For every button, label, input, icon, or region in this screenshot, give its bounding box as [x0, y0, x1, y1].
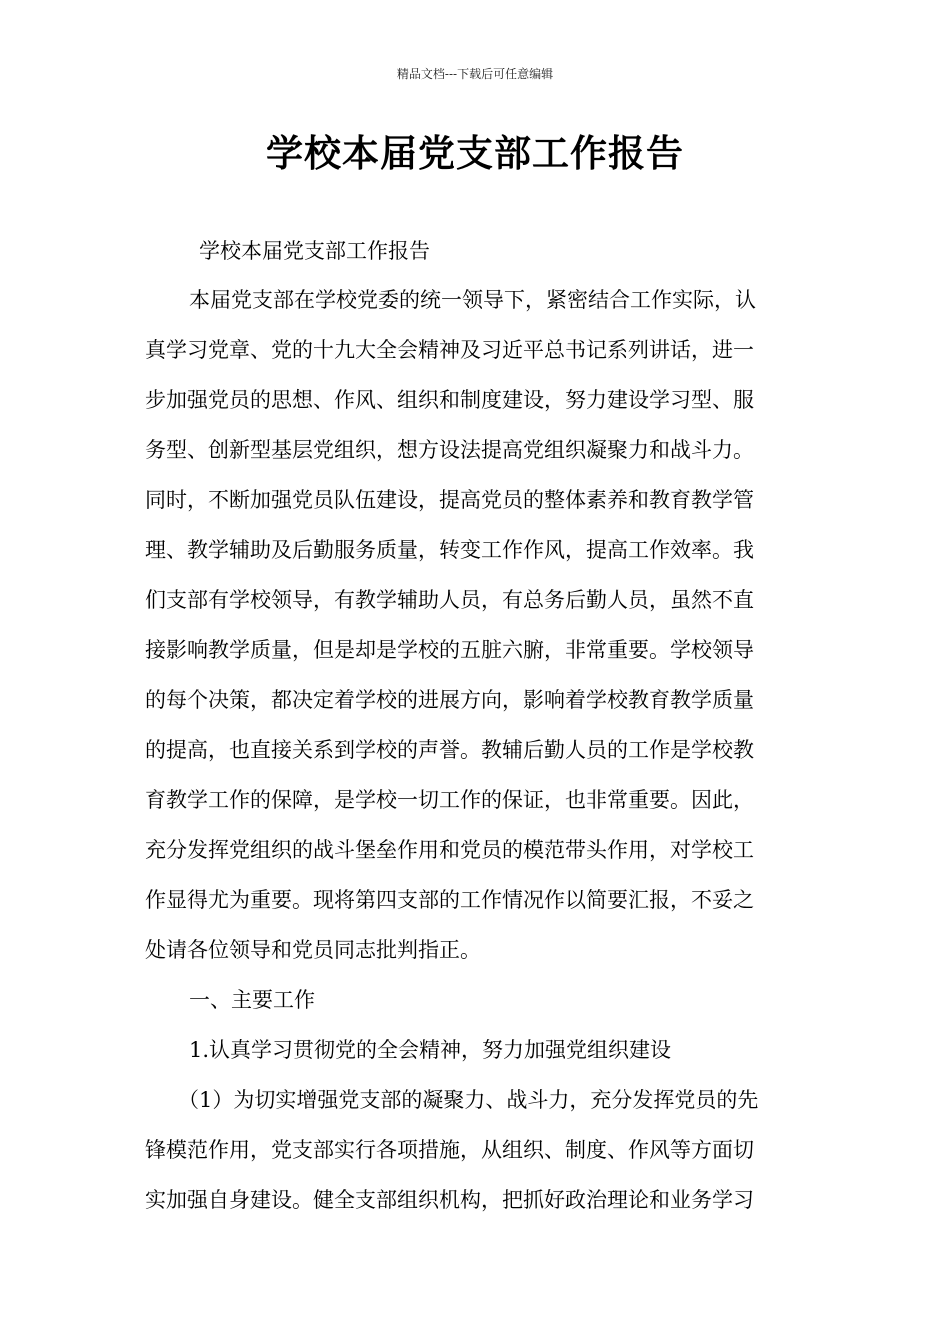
body-line: 本届党支部在学校党委的统一领导下，紧密结合工作实际，认: [189, 288, 756, 312]
body-line: 理、教学辅助及后勤服务质量，转变工作作风，提高工作效率。我: [145, 538, 754, 562]
body-line: 的每个决策，都决定着学校的进展方向，影响着学校教育教学质量: [145, 688, 754, 712]
body-line: 步加强党员的思想、作风、组织和制度建设，努力建设学习型、服: [145, 388, 754, 412]
body-line: 充分发挥党组织的战斗堡垒作用和党员的模范带头作用，对学校工: [145, 838, 754, 862]
subsection-heading: 1.认真学习贯彻党的全会精神，努力加强党组织建设: [189, 1038, 672, 1062]
body-line: 处请各位领导和党员同志批判指正。: [145, 938, 481, 962]
body-line: 作显得尤为重要。现将第四支部的工作情况作以简要汇报，不妥之: [145, 888, 754, 912]
body-line: 们支部有学校领导，有教学辅助人员，有总务后勤人员，虽然不直: [145, 588, 754, 612]
header-note: 精品文档---下载后可任意编辑: [396, 67, 554, 81]
document-title: 学校本届党支部工作报告: [266, 131, 684, 175]
body-line: 实加强自身建设。健全支部组织机构，把抓好政治理论和业务学习: [145, 1188, 754, 1212]
body-line: 同时，不断加强党员队伍建设，提高党员的整体素养和教育教学管: [145, 488, 754, 512]
body-line: 的提高，也直接关系到学校的声誉。教辅后勤人员的工作是学校教: [145, 738, 754, 762]
body-line: 接影响教学质量，但是却是学校的五脏六腑，非常重要。学校领导: [145, 638, 754, 662]
body-line: 锋模范作用，党支部实行各项措施，从组织、制度、作风等方面切: [145, 1138, 754, 1162]
section-heading: 一、主要工作: [189, 988, 315, 1012]
subtitle: 学校本届党支部工作报告: [199, 239, 430, 263]
body-line: 务型、创新型基层党组织，想方设法提高党组织凝聚力和战斗力。: [145, 438, 754, 462]
body-line: （1）为切实增强党支部的凝聚力、战斗力，充分发挥党员的先: [178, 1088, 759, 1112]
body-line: 育教学工作的保障，是学校一切工作的保证，也非常重要。因此，: [145, 788, 754, 812]
body-line: 真学习党章、党的十九大全会精神及习近平总书记系列讲话，进一: [145, 338, 754, 362]
